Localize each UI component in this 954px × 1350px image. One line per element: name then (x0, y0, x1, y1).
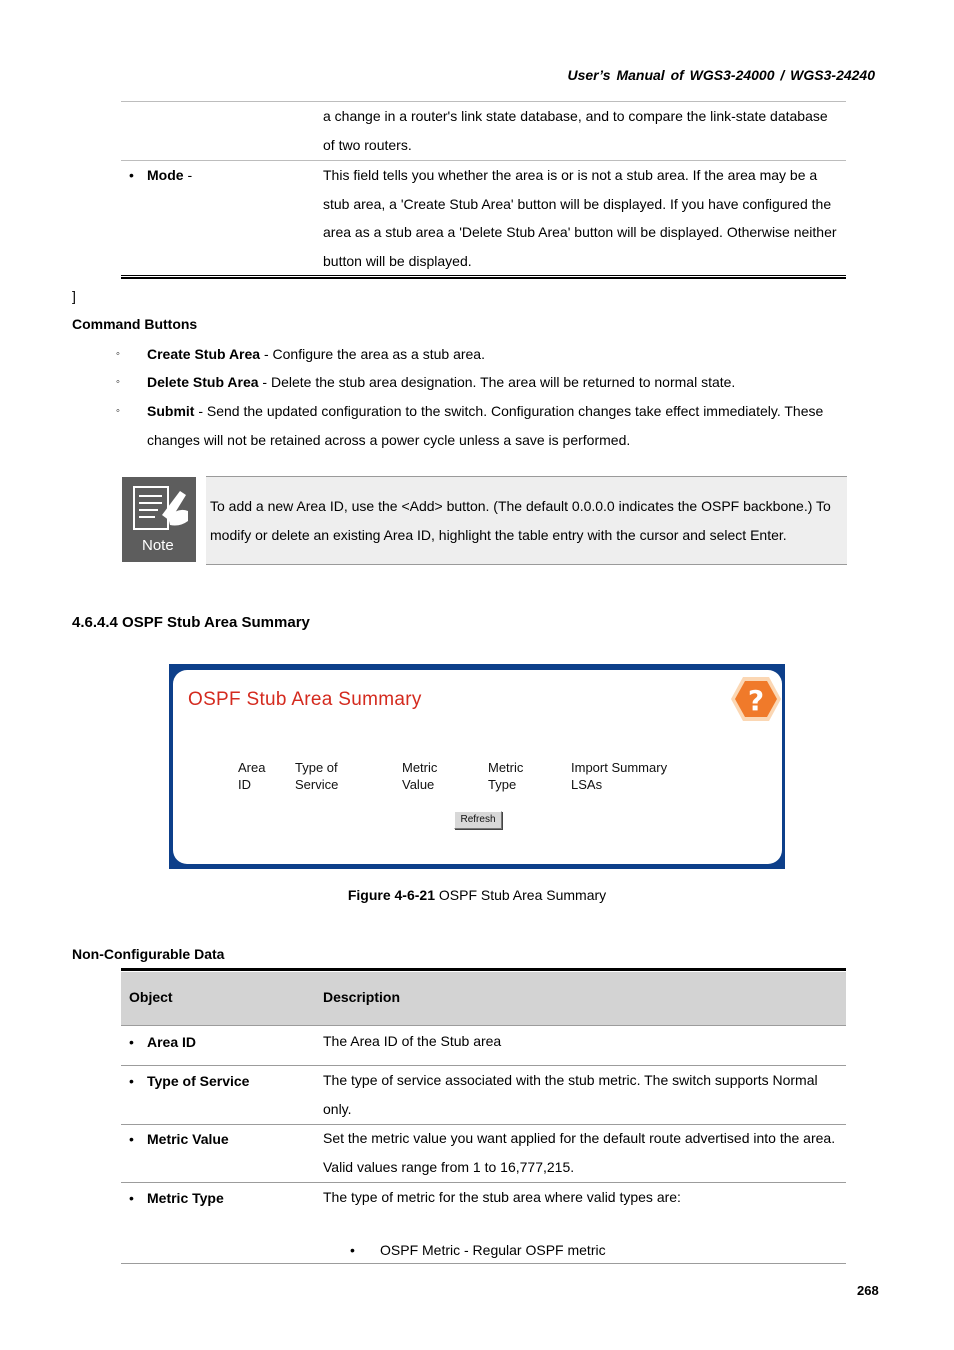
table-top-rule (121, 968, 846, 971)
row-description-metric-type: The type of metric for the stub area where valid types are: (323, 1189, 681, 1205)
question-mark-icon[interactable] (729, 675, 783, 723)
note-icon (122, 477, 196, 562)
table-bottom-line (121, 1263, 846, 1264)
header-object: Object (129, 989, 173, 1005)
command-buttons-heading: Command Buttons (72, 316, 198, 332)
note-box (206, 476, 847, 565)
header-description: Description (323, 989, 401, 1005)
page-number: 268 (857, 1283, 879, 1298)
continued-description: a change in a router's link state database, and to compare the link-state database of two routers. (323, 108, 828, 153)
stray-bracket: ] (72, 288, 76, 304)
column-area-id: Area ID (238, 760, 266, 792)
bullet-icon: • (129, 1190, 134, 1206)
ospf-stub-area-summary-figure (169, 664, 785, 869)
table-bottom-rule (121, 277, 846, 279)
bullet-icon: • (129, 1034, 134, 1050)
row-description-metric-value: Set the metric value you want applied for the default route advertised into the area. Valid values range from 1 to 16,777,215. (323, 1130, 836, 1175)
row-description-type-of-service: The type of service associated with the stub metric. The switch supports Normal only. (323, 1072, 818, 1117)
column-metric-value: Metric Value (402, 760, 438, 792)
row-object-area-id: • Area ID (129, 1034, 197, 1050)
page-header: User’s Manual of WGS3-24000 / WGS3-24240 (567, 67, 875, 83)
note-text: To add a new Area ID, use the <Add> button. (The default 0.0.0.0 indicates the OSPF backbone.) To modify or delete an existing Area ID, highlight the table entry with the cursor and select Enter. (210, 498, 831, 543)
table-bottom-rule (121, 275, 846, 276)
mode-label: • Mode - (129, 167, 193, 183)
row-description-area-id: The Area ID of the Stub area (323, 1033, 502, 1049)
table-header (121, 972, 846, 1026)
circle-bullet-icon: ◦ (116, 405, 120, 417)
column-import-summary-lsas: Import Summary LSAs (571, 760, 668, 792)
row-object-metric-type: • Metric Type (129, 1190, 224, 1206)
figure-caption: Figure 4-6-21 OSPF Stub Area Summary (347, 887, 607, 903)
non-configurable-heading: Non-Configurable Data (72, 946, 225, 962)
mode-description: This field tells you whether the area is or is not a stub area. If the area may be a stub area, a 'Create Stub Area' button will be displayed. If you have configured the area as a stub area a 'Delete Stub Area' button will be displayed. Otherwise neither button will be displayed. (323, 167, 837, 269)
refresh-button[interactable]: Refresh (454, 811, 502, 829)
svg-text:?: ? (747, 684, 765, 717)
circle-bullet-icon: ◦ (116, 348, 120, 360)
figure-title: OSPF Stub Area Summary (188, 689, 422, 710)
bullet-icon: • (129, 1131, 134, 1147)
bullet-icon: • (350, 1242, 355, 1258)
column-type-of-service: Type of Service (295, 760, 339, 792)
metric-type-option: • OSPF Metric - Regular OSPF metric (350, 1242, 606, 1258)
bullet-icon: • (129, 1073, 134, 1089)
bullet-icon: • (129, 167, 134, 183)
figure-panel (173, 670, 782, 864)
column-metric-type: Metric Type (488, 760, 524, 792)
circle-bullet-icon: ◦ (116, 376, 120, 388)
note-icon-label: Note (142, 537, 174, 554)
row-object-metric-value: • Metric Value (129, 1131, 229, 1147)
section-title: 4.6.4.4 OSPF Stub Area Summary (72, 614, 310, 631)
row-object-type-of-service: • Type of Service (129, 1073, 250, 1089)
